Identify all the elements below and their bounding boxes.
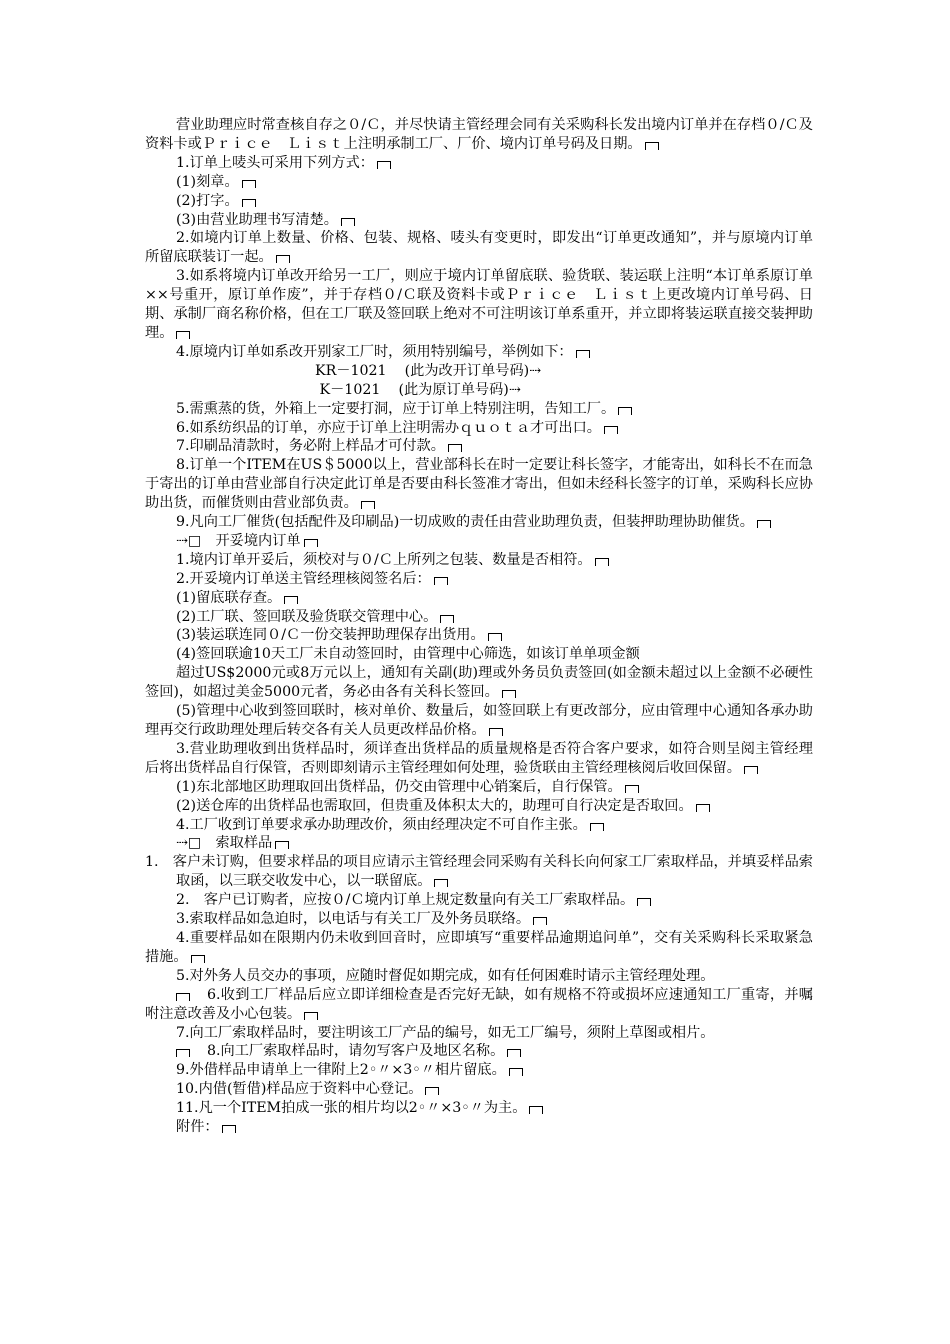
paragraph-mark-icon (489, 728, 503, 736)
paragraph-mark-icon (696, 804, 710, 812)
paragraph-text: 5.对外务人员交办的事项，应随时督促如期完成，如有任何困难时请示主管经理处理。 (176, 967, 715, 984)
paragraph (145, 456, 813, 513)
paragraph-mark-icon (276, 255, 290, 263)
paragraph (145, 173, 813, 192)
paragraph (145, 589, 813, 608)
paragraph (145, 664, 813, 702)
paragraph-text: 6.如系纺织品的订单，亦应于订单上注明需办ｑｕｏｔａ才可出口。 (176, 419, 601, 436)
paragraph (145, 381, 813, 400)
paragraph-mark-icon (590, 823, 604, 831)
paragraph-text: KR－1021 (此为改开订单号码)⇢ (315, 362, 542, 379)
paragraph (145, 419, 813, 438)
paragraph-text: K－1021 (此为原订单号码)⇢ (315, 381, 521, 398)
paragraph-text: 7.向工厂索取样品时，要注明该工厂产品的编号，如无工厂编号，须附上草图或相片。 (176, 1024, 715, 1041)
paragraph (145, 551, 813, 570)
paragraph (145, 116, 813, 154)
paragraph-mark-icon (576, 350, 590, 358)
paragraph (145, 362, 813, 381)
paragraph-mark-icon (604, 426, 618, 434)
paragraph-text: 9.凡向工厂催货(包括配件及印刷品)一切成败的责任由营业助理负责，但装押助理协助催货。 (176, 514, 754, 531)
paragraph-text: 附件： (176, 1119, 219, 1136)
paragraph-text: 11.凡一个ITEM拍成一张的相片均以2◦〃×3◦〃为主。 (176, 1100, 527, 1117)
paragraph-mark-icon (529, 1106, 543, 1114)
paragraph-mark-icon (448, 444, 462, 452)
paragraph-mark-icon (434, 577, 448, 585)
paragraph-text: 8.向工厂索取样品时，请勿写客户及地区名称。 (207, 1043, 505, 1060)
paragraph-text: (3)装运联连同０/Ｃ一份交装押助理保存出货用。 (176, 627, 485, 644)
paragraph (145, 986, 813, 1024)
paragraph (145, 437, 813, 456)
paragraph (145, 910, 813, 929)
paragraph-mark-icon (507, 1049, 521, 1057)
paragraph (145, 834, 813, 853)
paragraph (145, 229, 813, 267)
paragraph-mark-icon (284, 596, 298, 604)
paragraph (145, 1061, 813, 1080)
paragraph-text: 2. 客户已订购者，应按０/Ｃ境内订单上规定数量向有关工厂索取样品。 (176, 892, 635, 909)
paragraph (145, 702, 813, 740)
paragraph-text: 4.原境内订单如系改开别家工厂时，须用特别编号，举例如下： (176, 343, 573, 360)
paragraph-mark-icon (191, 955, 205, 963)
paragraph-mark-icon (595, 558, 609, 566)
paragraph (145, 211, 813, 230)
paragraph-text: 6.收到工厂样品后应立即详细检查是否完好无缺，如有规格不符或损坏应速通知工厂重寄，并嘱咐注意改善及小心包装。 (145, 986, 813, 1022)
paragraph-text: 1.订单上唛头可采用下列方式： (176, 154, 374, 171)
paragraph-text: 8.订单一个ITEM在US＄5000以上，营业部科长在时一定要让科长签字，才能寄出，如科长不在而急于寄出的订单由营业部自行决定此订单是否要由科长签准才寄出，但如未经科长签字的订单，采购科长应协助出货，而催货则由营业部负责。 (145, 457, 813, 512)
paragraph (145, 1080, 813, 1099)
paragraph (145, 267, 813, 343)
paragraph-text: 1.境内订单开妥后，须校对与０/Ｃ上所列之包装、数量是否相符。 (176, 551, 592, 568)
paragraph-mark-icon (341, 218, 355, 226)
paragraph-text: ⇢□ 索取样品 (176, 835, 273, 852)
paragraph (145, 929, 813, 967)
paragraph-mark-icon (434, 879, 448, 887)
paragraph-mark-icon (304, 1012, 318, 1020)
paragraph-text: 3.索取样品如急迫时，以电话与有关工厂及外务员联络。 (176, 911, 531, 928)
paragraph-mark-icon (176, 1049, 190, 1057)
paragraph-text: 1. 客户未订购，但要求样品的项目应请示主管经理会同采购有关科长向何家工厂索取样品，并填妥样品索取函，以三联交收发中心，以一联留底。 (145, 854, 813, 890)
paragraph-text: (2)工厂联、签回联及验货联交管理中心。 (176, 608, 438, 625)
paragraph-text: 7.印刷品清款时，务必附上样品才可付款。 (176, 438, 445, 455)
paragraph-mark-icon (744, 766, 758, 774)
paragraph-text: (1)留底联存查。 (176, 589, 282, 606)
paragraph (145, 967, 813, 986)
paragraph-text: 2.开妥境内订单送主管经理核阅签名后： (176, 570, 431, 587)
paragraph-text: (1)东北部地区助理取回出货样品，仍交由管理中心销案后，自行保管。 (176, 778, 622, 795)
paragraph-text: 4.工厂收到订单要求承办助理改价，须由经理决定不可自作主张。 (176, 816, 587, 833)
paragraph-mark-icon (440, 615, 454, 623)
paragraph-text: 营业助理应时常查核自存之０/Ｃ，并尽快请主管经理会同有关采购科长发出境内订单并在存档０/Ｃ及资料卡或Ｐｒｉｃｅ Ｌｉｓｔ上注明承制工厂、厂价、境内订单号码及日期。 (145, 117, 813, 152)
paragraph-mark-icon (533, 917, 547, 925)
paragraph-mark-icon (304, 539, 318, 547)
paragraph-text: 3.如系将境内订单改开给另一工厂，则应于境内订单留底联、验货联、装运联上注明“本订单系原订单××号重开，原订单作废”，并于存档０/Ｃ联及资料卡或Ｐｒｉｃｅ Ｌｉｓｔ上更改境内订单号码、日期、承制厂商名称价格，但在工厂联及签回联上绝对不可注明该订单系重开，并立即将装运联直接交装押助理。 (145, 268, 813, 341)
document-body (145, 116, 813, 1137)
paragraph-text: (2)送仓库的出货样品也需取回，但贵重及体积太大的，助理可自行决定是否取回。 (176, 797, 693, 814)
paragraph-mark-icon (625, 785, 639, 793)
paragraph (145, 1042, 813, 1061)
paragraph (145, 1118, 813, 1137)
paragraph (145, 778, 813, 797)
paragraph (145, 608, 813, 627)
paragraph (145, 570, 813, 589)
paragraph (145, 645, 813, 664)
paragraph-mark-icon (757, 520, 771, 528)
paragraph-mark-icon (242, 199, 256, 207)
paragraph-text: 2.如境内订单上数量、价格、包装、规格、唛头有变更时，即发出“订单更改通知”，并与原境内订单所留底联装订一起。 (145, 230, 813, 266)
paragraph-text: 10.内借(暂借)样品应于资料中心登记。 (176, 1081, 423, 1098)
paragraph-text: 5.需熏蒸的货，外箱上一定要打洞，应于订单上特别注明，告知工厂。 (176, 400, 616, 417)
paragraph (145, 343, 813, 362)
paragraph-mark-icon (502, 690, 516, 698)
paragraph-mark-icon (509, 1068, 523, 1076)
paragraph (145, 891, 813, 910)
paragraph-text: (4)签回联逾10天工厂未自动签回时，由管理中心筛选，如该订单单项金额 (176, 646, 640, 663)
paragraph-text: (2)打字。 (176, 192, 239, 209)
paragraph (145, 797, 813, 816)
paragraph-text: 9.外借样品申请单上一律附上2◦〃×3◦〃相片留底。 (176, 1062, 506, 1079)
paragraph-mark-icon (488, 633, 502, 641)
paragraph (145, 1099, 813, 1118)
paragraph-mark-icon (222, 1125, 236, 1133)
paragraph (145, 532, 813, 551)
paragraph-text: ⇢□ 开妥境内订单 (176, 532, 301, 549)
paragraph-mark-icon (275, 841, 289, 849)
paragraph-text: (1)刻章。 (176, 173, 239, 190)
paragraph-mark-icon (361, 501, 375, 509)
paragraph-mark-icon (618, 407, 632, 415)
paragraph-text: 超过US$2000元或8万元以上，通知有关副(助)理或外务员负责签回(如金额未超过以上金额不必硬性签回)，如超过美金5000元者，务必由各有关科长签回。 (145, 665, 813, 701)
paragraph-mark-icon (176, 993, 190, 1001)
paragraph-text: (5)管理中心收到签回联时，核对单价、数量后，如签回联上有更改部分，应由管理中心通知各承办助理再交行政助理处理后转交各有关人员更改样品价格。 (145, 703, 813, 738)
paragraph-mark-icon (176, 331, 190, 339)
paragraph-mark-icon (637, 898, 651, 906)
paragraph-mark-icon (425, 1087, 439, 1095)
paragraph (145, 192, 813, 211)
paragraph-mark-icon (242, 180, 256, 188)
paragraph (145, 513, 813, 532)
paragraph-text: 4.重要样品如在限期内仍未收到回音时，应即填写“重要样品逾期追问单”，交有关采购科长采取紧急措施。 (145, 929, 813, 965)
paragraph (145, 853, 813, 891)
paragraph (145, 400, 813, 419)
paragraph (145, 1024, 813, 1043)
paragraph-mark-icon (645, 142, 659, 150)
paragraph (145, 740, 813, 778)
paragraph (145, 154, 813, 173)
paragraph-text: (3)由营业助理书写清楚。 (176, 211, 338, 228)
paragraph-text: 3.营业助理收到出货样品时，须详查出货样品的质量规格是否符合客户要求，如符合则呈阅主管经理后将出货样品自行保管，否则即刻请示主管经理如何处理，验货联由主管经理核阅后收回保留。 (145, 740, 813, 776)
paragraph (145, 816, 813, 835)
paragraph (145, 626, 813, 645)
paragraph-mark-icon (377, 161, 391, 169)
